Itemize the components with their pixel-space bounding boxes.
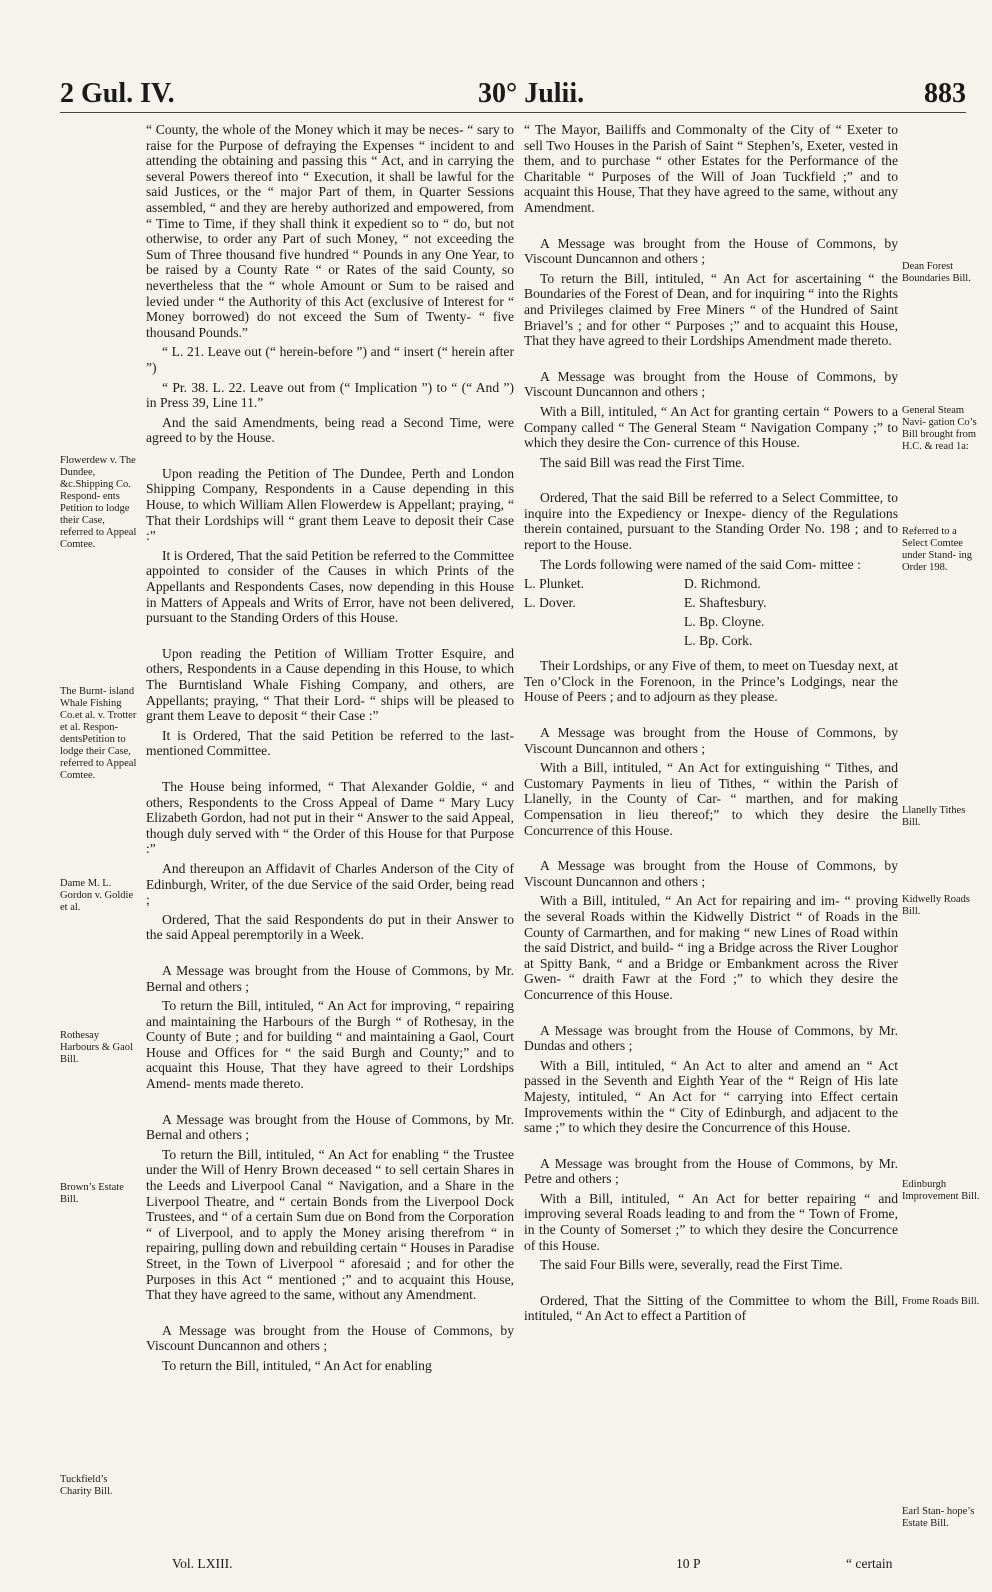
- margin-note: Dean Forest Boundaries Bill.: [902, 261, 971, 284]
- margin-note: Edinburgh Improvement Bill.: [902, 1179, 980, 1202]
- paragraph: The said Bill was read the First Time.: [540, 454, 745, 470]
- paragraph: “ L. 21. Leave out (“ herein-before ”) and “ insert (“ herein after ”): [146, 344, 514, 375]
- margin-note: Rothesay Harbours & Gaol Bill.: [60, 1030, 133, 1065]
- paragraph: The Lords following were named of the said Com- mittee :: [540, 556, 861, 572]
- margin-note: Llanelly Tithes Bill.: [902, 805, 966, 828]
- paragraph: To return the Bill, intituled, “ An Act for improving, “ repairing and maintaining the Harbours of the Burgh “ of Rothesay, in the County of Bute ; and for building “ and maintaining a Gaol, Court House and Offices for “ the said Burgh and County;” and to acquaint this House, That they have agreed to their Lordships Amend- ments made thereto.: [146, 998, 514, 1092]
- paragraph: And the said Amendments, being read a Second Time, were agreed to by the House.: [146, 414, 514, 446]
- margin-note: Brown’s Estate Bill.: [60, 1182, 124, 1205]
- paragraph: Ordered, That the Sitting of the Committee to whom the Bill, intituled, “ An Act to effect a Partition of: [524, 1292, 898, 1324]
- paragraph: Upon reading the Petition of William Trotter Esquire, and others, Respondents in a Cause depending in this House, to which The Burntisland Whale Fishing Company, and others, are Appellants; praying, “ That their Lord- “ ships will be pleased to grant them Leave to deposit “ their Case :”: [146, 645, 514, 724]
- paragraph: To return the Bill, intituled, “ An Act for ascertaining “ the Boundaries of the Forest of Dean, and for inquiring “ into the Rights and Privileges claimed by Free Miners “ of the Hundred of Saint Briavel’s ; and for other “ Purposes ;” and to acquaint this House, That they have agreed to their Lordships Amendment made thereto.: [524, 270, 898, 349]
- paragraph: With a Bill, intituled, “ An Act to alter and amend an “ Act passed in the Seventh and Eighth Year of the “ Reign of His late Majesty, intituled, “ An Act for “ carrying into Effect certain Improvements within the “ City of Edinburgh, and adjacent to the same ;” to which they desire the Concurrence of this House.: [524, 1057, 898, 1136]
- paragraph: Upon reading the Petition of The Dundee, Perth and London Shipping Company, Respondents in a Cause depending in this House, to which William Allen Flowerdew is Appellant; praying, “ That their Lordships will “ grant them Leave to deposit their Case :”: [146, 465, 514, 544]
- committee-lords-list: [524, 576, 898, 652]
- paragraph: A Message was brought from the House of Commons, by Mr. Bernal and others ;: [146, 962, 514, 994]
- margin-note: Kidwelly Roads Bill.: [902, 894, 970, 917]
- paragraph: To return the Bill, intituled, “ An Act for enabling: [162, 1357, 432, 1373]
- paragraph: Ordered, That the said Respondents do put in their Answer to the said Appeal peremptorily in a Week.: [146, 911, 514, 943]
- paragraph: With a Bill, intituled, “ An Act for repairing and im- “ proving the several Roads within the Kidwelly District “ of Roads in the County of Carmarthen, and for making “ new Lines of Road within the said District, and build- “ ing a Bridge across the River Loughor at Spitty Bank, “ and a Bridge or Embankment across the River Gwen- “ draith Fawr at the Ford ;” to which they desire the Concurrence of this House.: [524, 893, 898, 1002]
- date-heading: 30° Julii.: [478, 78, 585, 109]
- paragraph: A Message was brought from the House of Commons, by Viscount Duncannon and others ;: [524, 725, 898, 756]
- right-column: [524, 122, 898, 1328]
- paragraph: “ The Mayor, Bailiffs and Commonalty of the City of “ Exeter to sell Two Houses in the Parish of Saint “ Stephen’s, Exeter, vested in them, and to purchase “ other Estates for the Performance of the Charitable “ Purposes of the Will of Joan Tuckfield ;” and to acquaint this House, That they have agreed to the same, without any Amendment.: [524, 122, 898, 215]
- margin-note: The Burnt- island Whale Fishing Co.et al. v. Trotter et al. Respon- dentsPetition to lodge their Case, referred to Appeal Comtee.: [60, 686, 137, 781]
- paragraph: With a Bill, intituled, “ An Act for extinguishing “ Tithes, and Customary Payments in lieu of Tithes, “ within the Parish of Llanelly, in the County of Car- “ marthen, and for making Compensation in lieu thereof;” to which they desire the Concurrence of this House.: [524, 760, 898, 838]
- paragraph: A Message was brought from the House of Commons, by Mr. Dundas and others ;: [524, 1022, 898, 1054]
- paragraph: “ County, the whole of the Money which it may be neces- “ sary to raise for the Purpose of defraying the Expenses “ incident to and attending the obtaining and passing this “ Act, and in carrying the several Powers thereof into “ Execution, it shall be lawful for the said Justices, or the “ major Part of them, in Quarter Sessions assembled, “ and they are hereby authorized and empowered, from “ Time to Time, if they shall think it expedient so to “ do, but not otherwise, to order any Part of such Money, “ not exceeding the Sum of Three thousand five hundred “ Pounds in any One Year, to be raised by a County Rate “ or Rates of the said County, so nevertheless that the “ whole Amount or Sum to be raised and levied under “ the Authority of this Act (exclusive of Interest for “ Money borrowed) do not exceed the Sum of Twenty- “ five thousand Pounds.”: [146, 122, 514, 340]
- catchword: “ certain: [846, 1556, 893, 1571]
- volume-number: Vol. LXIII.: [172, 1556, 233, 1571]
- left-column: [146, 122, 514, 1378]
- signature-mark: 10 P: [676, 1556, 701, 1571]
- paragraph: A Message was brought from the House of Commons, by Viscount Duncannon and others ;: [146, 1322, 514, 1354]
- lord-name: L. Bp. Cork.: [684, 633, 753, 649]
- margin-note: Frome Roads Bill.: [902, 1296, 980, 1307]
- header-rule: [60, 112, 966, 113]
- paragraph: A Message was brought from the House of Commons, by Mr. Bernal and others ;: [146, 1111, 514, 1143]
- paragraph: The said Four Bills were, severally, read the First Time.: [540, 1257, 843, 1273]
- paragraph: And thereupon an Affidavit of Charles Anderson of the City of Edinburgh, Writer, of the due Service of the said Order, being read ;: [146, 860, 514, 908]
- margin-note: Tuckfield’s Charity Bill.: [60, 1474, 113, 1497]
- paragraph: A Message was brought from the House of Commons, by Mr. Petre and others ;: [524, 1155, 898, 1187]
- paragraph: The House being informed, “ That Alexander Goldie, “ and others, Respondents to the Cross Appeal of Dame “ Mary Lucy Elizabeth Gordon, had not put in their “ Answer to the said Appeal, though duly served with “ the Order of this House for that Purpose :”: [146, 778, 514, 857]
- paragraph: With a Bill, intituled, “ An Act for better repairing “ and improving several Roads leading to and from the “ Town of Frome, in the County of Somerset ;” to which they desire the Concurrence of this House.: [524, 1190, 898, 1253]
- lord-name: L. Dover.: [524, 595, 576, 611]
- paragraph: It is Ordered, That the said Petition be referred to the last-mentioned Committee.: [146, 727, 514, 759]
- paragraph: A Message was brought from the House of Commons, by Viscount Duncannon and others ;: [524, 235, 898, 267]
- lord-name: L. Bp. Cloyne.: [684, 614, 765, 630]
- margin-note: Flowerdew v. The Dundee, &c.Shipping Co. Respond- ents Petition to lodge their Case, referred to Appeal Comtee.: [60, 455, 137, 550]
- lord-name: D. Richmond.: [684, 576, 761, 592]
- margin-note: General Steam Navi- gation Co’s Bill brought from H.C. & read 1a:: [902, 405, 977, 452]
- paragraph: “ Pr. 38. L. 22. Leave out from (“ Implication ”) to “ (“ And ”) in Press 39, Line 11.”: [146, 379, 514, 411]
- margin-note: Referred to a Select Comtee under Stand- ing Order 198.: [902, 526, 972, 573]
- regnal-year: 2 Gul. IV.: [60, 78, 175, 109]
- lord-name: L. Plunket.: [524, 576, 585, 592]
- margin-note: Earl Stan- hope’s Estate Bill.: [902, 1506, 975, 1529]
- paragraph: To return the Bill, intituled, “ An Act for enabling “ the Trustee under the Will of Henry Brown deceased “ to sell certain Shares in the Leeds and Liverpool Canal “ Navigation, and a Share in the Liverpool Theatre, and “ certain Bonds from the Liverpool Dock Trustees, and “ of a certain Sum due on Bond from the Corporation “ of Liverpool, and to apply the Money arising therefrom “ in repairing, pulling down and rebuilding certain “ Houses in Paradise Street, in the Town of Liverpool “ aforesaid ; and for other the Purposes in this Act “ mentioned ;” and to acquaint this House, That they have agreed to the same, without any Amendment.: [146, 1146, 514, 1303]
- paragraph: Their Lordships, or any Five of them, to meet on Tuesday next, at Ten o’Clock in the Forenoon, in the Prince’s Lodgings, near the House of Peers ; and to adjourn as they please.: [524, 658, 898, 705]
- lord-name: E. Shaftesbury.: [684, 595, 767, 611]
- paragraph: Ordered, That the said Bill be referred to a Select Committee, to inquire into the Expediency or Inexpe- diency of the Regulations therein contained, pursuant to the Standing Order No. 198 ; and to report to the House.: [524, 490, 898, 553]
- paragraph: A Message was brought from the House of Commons, by Viscount Duncannon and others ;: [524, 368, 898, 400]
- paragraph: A Message was brought from the House of Commons, by Viscount Duncannon and others ;: [524, 858, 898, 889]
- paragraph: With a Bill, intituled, “ An Act for granting certain “ Powers to a Company called “ The General Steam “ Navigation Company ;” to which they desire the Con- currence of this House.: [524, 403, 898, 451]
- page-header: [60, 78, 966, 114]
- paragraph: It is Ordered, That the said Petition be referred to the Committee appointed to consider of the Causes in which Prints of the Appellants and Respondents Cases, now depending in this House in Matters of Appeals and Writs of Error, have not been delivered, pursuant to the Standing Orders of this House.: [146, 547, 514, 626]
- margin-note: Dame M. L. Gordon v. Goldie et al.: [60, 878, 134, 913]
- page-number: 883: [924, 78, 966, 109]
